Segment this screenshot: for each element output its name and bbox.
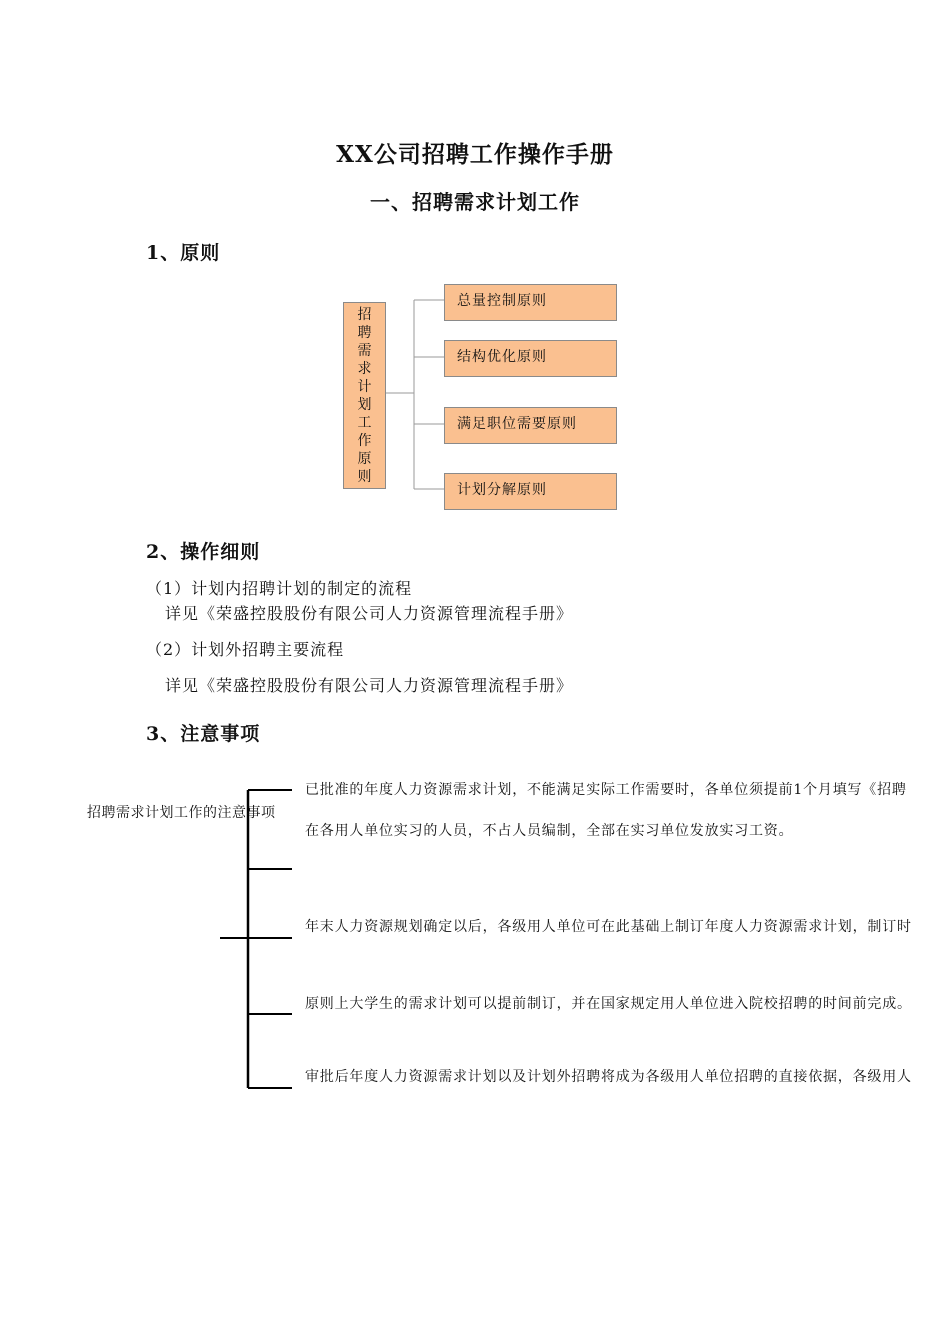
note-item-4: 原则上大学生的需求计划可以提前制订，并在国家规定用人单位进入院校招聘的时间前完成。: [305, 996, 912, 1012]
root-char: 则: [357, 468, 372, 485]
principle-box-structure-optimization: 结构优化原则: [444, 340, 617, 377]
operations-item-1: （1）计划内招聘计划的制定的流程: [146, 579, 413, 598]
root-char: 需: [357, 342, 372, 359]
root-char: 招: [357, 306, 372, 323]
root-char: 工: [357, 414, 372, 431]
principle-box-total-control: 总量控制原则: [444, 284, 617, 321]
document-title: XX公司招聘工作操作手册: [336, 141, 614, 168]
operations-item-2: （2）计划外招聘主要流程: [146, 640, 345, 659]
note-item-2: 在各用人单位实习的人员，不占人员编制，全部在实习单位发放实习工资。: [305, 823, 794, 839]
principle-box-plan-decomposition: 计划分解原则: [444, 473, 617, 510]
note-item-5: 审批后年度人力资源需求计划以及计划外招聘将成为各级用人单位招聘的直接依据，各级用人: [305, 1069, 912, 1085]
section-title: 一、招聘需求计划工作: [370, 190, 580, 214]
root-char: 求: [357, 360, 372, 377]
operations-item-2-detail: 详见《荣盛控股股份有限公司人力资源管理流程手册》: [165, 676, 574, 695]
notes-heading: 3、注意事项: [146, 723, 261, 745]
operations-item-1-detail: 详见《荣盛控股股份有限公司人力资源管理流程手册》: [165, 604, 574, 623]
principle-box-position-needs: 满足职位需要原则: [444, 407, 617, 444]
note-item-1: 已批准的年度人力资源需求计划，不能满足实际工作需要时，各单位须提前1个月填写《招聘: [305, 782, 907, 798]
note-item-3: 年末人力资源规划确定以后，各级用人单位可在此基础上制订年度人力资源需求计划，制订时: [305, 919, 912, 935]
root-char: 计: [357, 378, 372, 395]
root-char: 作: [357, 432, 372, 449]
operations-heading: 2、操作细则: [146, 541, 261, 563]
root-char: 聘: [357, 324, 372, 341]
notes-root-label: 招聘需求计划工作的注意事项: [87, 805, 276, 821]
root-char: 原: [357, 450, 372, 467]
principles-heading: 1、原则: [146, 242, 221, 264]
root-char: 划: [357, 396, 372, 413]
